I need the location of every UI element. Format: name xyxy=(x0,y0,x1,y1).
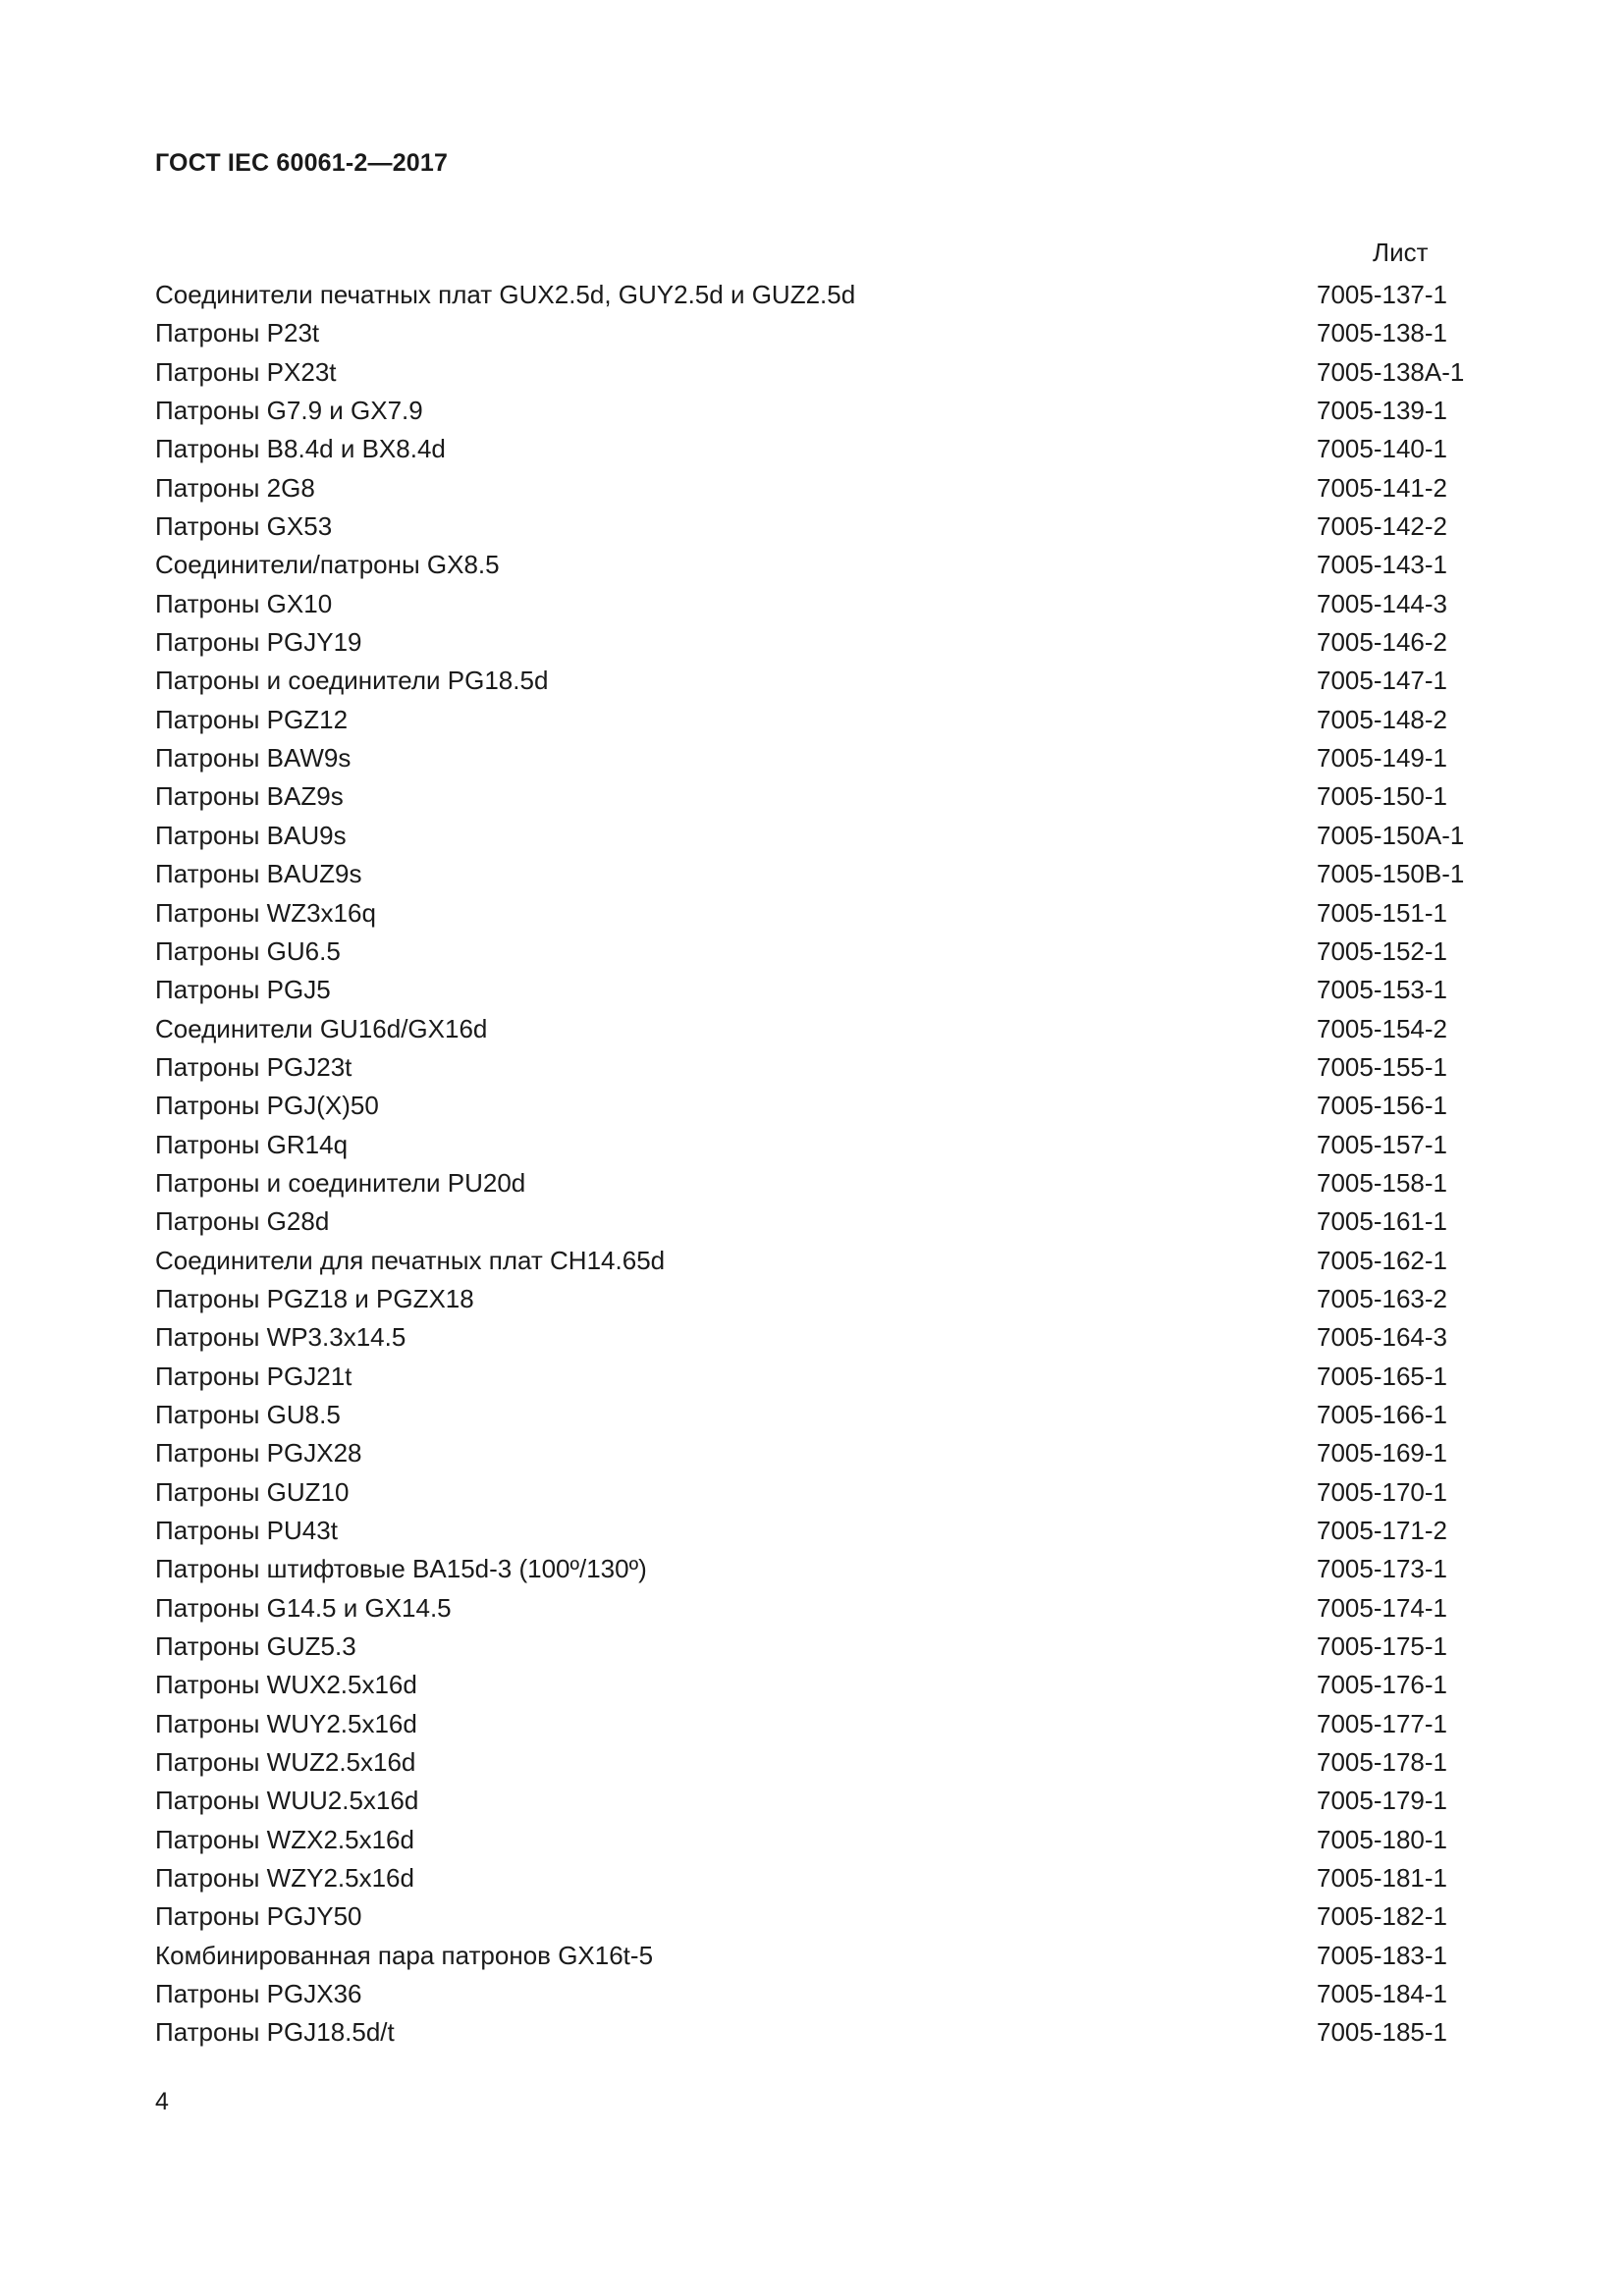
entry-title: Патроны PGJX28 xyxy=(155,1438,362,1468)
list-item xyxy=(155,1512,1490,1550)
entry-sheet-number: 7005-143-1 xyxy=(1317,550,1447,580)
entry-sheet-number: 7005-137-1 xyxy=(1317,280,1447,309)
entry-title: Патроны PGJ(X)50 xyxy=(155,1091,379,1121)
list-item xyxy=(155,662,1490,700)
entry-sheet-number: 7005-185-1 xyxy=(1317,2017,1447,2048)
entry-sheet-number: 7005-153-1 xyxy=(1317,975,1447,1005)
list-item xyxy=(155,1589,1490,1628)
entry-sheet-number: 7005-150-1 xyxy=(1317,781,1447,812)
entry-title: Патроны PGJY19 xyxy=(155,627,362,658)
list-item xyxy=(155,353,1490,392)
entry-sheet-number: 7005-166-1 xyxy=(1317,1399,1447,1429)
list-item xyxy=(155,1434,1490,1472)
entry-title: Патроны GUZ10 xyxy=(155,1476,350,1507)
entry-title: Патроны WUU2.5x16d xyxy=(155,1786,419,1816)
entry-title: Патроны G28d xyxy=(155,1206,330,1237)
entry-title: Патроны и соединители PU20d xyxy=(155,1167,526,1198)
list-item xyxy=(155,894,1490,933)
list-item xyxy=(155,2013,1490,2052)
list-item xyxy=(155,276,1490,314)
entry-title: Патроны BAW9s xyxy=(155,743,352,774)
entry-sheet-number: 7005-183-1 xyxy=(1317,1940,1447,1970)
entry-title: Соединители печатных плат GUX2.5d, GUY2.5d и GUZ2.5d xyxy=(155,280,856,309)
entry-title: Патроны WZ3x16q xyxy=(155,897,376,928)
entry-title: Патроны PGZ12 xyxy=(155,704,349,734)
entry-title: Патроны BAZ9s xyxy=(155,781,344,812)
list-item xyxy=(155,623,1490,662)
list-item xyxy=(155,430,1490,468)
entry-sheet-number: 7005-181-1 xyxy=(1317,1863,1447,1894)
entry-sheet-number: 7005-157-1 xyxy=(1317,1129,1447,1159)
entry-title: Патроны GX53 xyxy=(155,511,333,542)
entry-sheet-number: 7005-140-1 xyxy=(1317,434,1447,464)
list-item xyxy=(155,701,1490,739)
entry-sheet-number: 7005-155-1 xyxy=(1317,1051,1447,1082)
entry-title: Патроны PGJ23t xyxy=(155,1051,352,1082)
list-item xyxy=(155,1318,1490,1357)
entry-sheet-number: 7005-169-1 xyxy=(1317,1438,1447,1468)
entry-sheet-number: 7005-180-1 xyxy=(1317,1824,1447,1854)
list-item xyxy=(155,1821,1490,1859)
list-item xyxy=(155,1242,1490,1280)
entry-title: Патроны G7.9 и GX7.9 xyxy=(155,396,423,426)
entry-sheet-number: 7005-164-3 xyxy=(1317,1322,1447,1353)
entry-sheet-number: 7005-147-1 xyxy=(1317,666,1447,696)
list-item xyxy=(155,1010,1490,1048)
entry-title: Патроны WP3.3x14.5 xyxy=(155,1322,406,1353)
entry-sheet-number: 7005-141-2 xyxy=(1317,472,1447,503)
entry-title: Соединители/патроны GX8.5 xyxy=(155,550,500,580)
entry-sheet-number: 7005-149-1 xyxy=(1317,743,1447,774)
entry-sheet-number: 7005-175-1 xyxy=(1317,1631,1447,1662)
entry-sheet-number: 7005-139-1 xyxy=(1317,396,1447,426)
entry-title: Патроны GX10 xyxy=(155,588,333,618)
list-item xyxy=(155,739,1490,777)
contents-list xyxy=(155,276,1490,2053)
entry-title: Патроны PGZ18 и PGZX18 xyxy=(155,1283,474,1313)
list-item xyxy=(155,933,1490,971)
list-item xyxy=(155,1897,1490,1936)
entry-sheet-number: 7005-174-1 xyxy=(1317,1592,1447,1623)
entry-sheet-number: 7005-179-1 xyxy=(1317,1786,1447,1816)
document-code-header: ГОСТ IEC 60061-2—2017 xyxy=(155,149,449,177)
list-item xyxy=(155,507,1490,546)
entry-title: Патроны PGJ18.5d/t xyxy=(155,2017,395,2048)
entry-title: Патроны PGJX36 xyxy=(155,1979,362,2009)
entry-title: Патроны GU8.5 xyxy=(155,1399,341,1429)
entry-sheet-number: 7005-177-1 xyxy=(1317,1708,1447,1738)
entry-sheet-number: 7005-144-3 xyxy=(1317,588,1447,618)
entry-sheet-number: 7005-148-2 xyxy=(1317,704,1447,734)
list-item xyxy=(155,585,1490,623)
entry-title: Патроны PGJY50 xyxy=(155,1901,362,1932)
entry-title: Комбинированная пара патронов GX16t-5 xyxy=(155,1940,654,1970)
entry-title: Патроны WZY2.5x16d xyxy=(155,1863,414,1894)
entry-sheet-number: 7005-142-2 xyxy=(1317,511,1447,542)
entry-sheet-number: 7005-150B-1 xyxy=(1317,859,1465,889)
entry-sheet-number: 7005-184-1 xyxy=(1317,1979,1447,2009)
list-item xyxy=(155,1550,1490,1588)
sheet-column-header: Лист xyxy=(1373,238,1429,267)
entry-sheet-number: 7005-171-2 xyxy=(1317,1516,1447,1545)
list-item xyxy=(155,855,1490,893)
list-item xyxy=(155,546,1490,584)
entry-sheet-number: 7005-146-2 xyxy=(1317,627,1447,658)
entry-title: Патроны PGJ5 xyxy=(155,975,331,1005)
entry-title: Патроны BAUZ9s xyxy=(155,859,362,889)
list-item xyxy=(155,1666,1490,1704)
list-item xyxy=(155,1396,1490,1434)
entry-title: Соединители GU16d/GX16d xyxy=(155,1013,488,1043)
entry-sheet-number: 7005-182-1 xyxy=(1317,1901,1447,1932)
entry-title: Патроны WUY2.5x16d xyxy=(155,1708,417,1738)
entry-title: Патроны штифтовые BA15d-3 (100º/130º) xyxy=(155,1554,647,1584)
list-item xyxy=(155,1126,1490,1164)
list-item xyxy=(155,392,1490,430)
list-item xyxy=(155,1859,1490,1897)
list-item xyxy=(155,1628,1490,1666)
entry-sheet-number: 7005-151-1 xyxy=(1317,897,1447,928)
list-item xyxy=(155,1782,1490,1820)
entry-sheet-number: 7005-173-1 xyxy=(1317,1554,1447,1584)
entry-sheet-number: 7005-158-1 xyxy=(1317,1167,1447,1198)
list-item xyxy=(155,817,1490,855)
entry-title: Патроны GU6.5 xyxy=(155,935,341,966)
entry-sheet-number: 7005-170-1 xyxy=(1317,1476,1447,1507)
entry-sheet-number: 7005-162-1 xyxy=(1317,1245,1447,1275)
entry-sheet-number: 7005-154-2 xyxy=(1317,1013,1447,1043)
entry-title: Патроны P23t xyxy=(155,318,320,348)
list-item xyxy=(155,1743,1490,1782)
entry-title: Патроны WUZ2.5x16d xyxy=(155,1747,416,1778)
list-item xyxy=(155,1975,1490,2013)
page-number: 4 xyxy=(155,2088,169,2115)
entry-sheet-number: 7005-156-1 xyxy=(1317,1091,1447,1121)
list-item xyxy=(155,777,1490,816)
entry-title: Патроны PU43t xyxy=(155,1516,338,1545)
entry-title: Патроны G14.5 и GX14.5 xyxy=(155,1592,452,1623)
entry-title: Патроны WUX2.5x16d xyxy=(155,1670,417,1700)
entry-title: Патроны GUZ5.3 xyxy=(155,1631,356,1662)
entry-title: Патроны и соединители PG18.5d xyxy=(155,666,549,696)
list-item xyxy=(155,1473,1490,1512)
list-item xyxy=(155,469,1490,507)
list-item xyxy=(155,1937,1490,1975)
entry-title: Патроны GR14q xyxy=(155,1129,349,1159)
list-item xyxy=(155,1202,1490,1241)
entry-sheet-number: 7005-176-1 xyxy=(1317,1670,1447,1700)
list-item xyxy=(155,1164,1490,1202)
entry-title: Патроны B8.4d и BX8.4d xyxy=(155,434,446,464)
list-item xyxy=(155,314,1490,352)
list-item xyxy=(155,1087,1490,1125)
list-item xyxy=(155,1358,1490,1396)
list-item xyxy=(155,1048,1490,1087)
entry-sheet-number: 7005-152-1 xyxy=(1317,935,1447,966)
entry-sheet-number: 7005-163-2 xyxy=(1317,1283,1447,1313)
entry-title: Соединители для печатных плат CH14.65d xyxy=(155,1245,666,1275)
entry-title: Патроны WZX2.5x16d xyxy=(155,1824,414,1854)
entry-sheet-number: 7005-165-1 xyxy=(1317,1361,1447,1391)
list-item xyxy=(155,971,1490,1009)
entry-sheet-number: 7005-138-1 xyxy=(1317,318,1447,348)
entry-title: Патроны PX23t xyxy=(155,356,337,387)
list-item xyxy=(155,1705,1490,1743)
entry-sheet-number: 7005-150A-1 xyxy=(1317,820,1465,850)
entry-title: Патроны BAU9s xyxy=(155,820,347,850)
entry-title: Патроны 2G8 xyxy=(155,472,315,503)
entry-sheet-number: 7005-138A-1 xyxy=(1317,356,1465,387)
list-item xyxy=(155,1280,1490,1318)
entry-sheet-number: 7005-161-1 xyxy=(1317,1206,1447,1237)
entry-sheet-number: 7005-178-1 xyxy=(1317,1747,1447,1778)
entry-title: Патроны PGJ21t xyxy=(155,1361,352,1391)
